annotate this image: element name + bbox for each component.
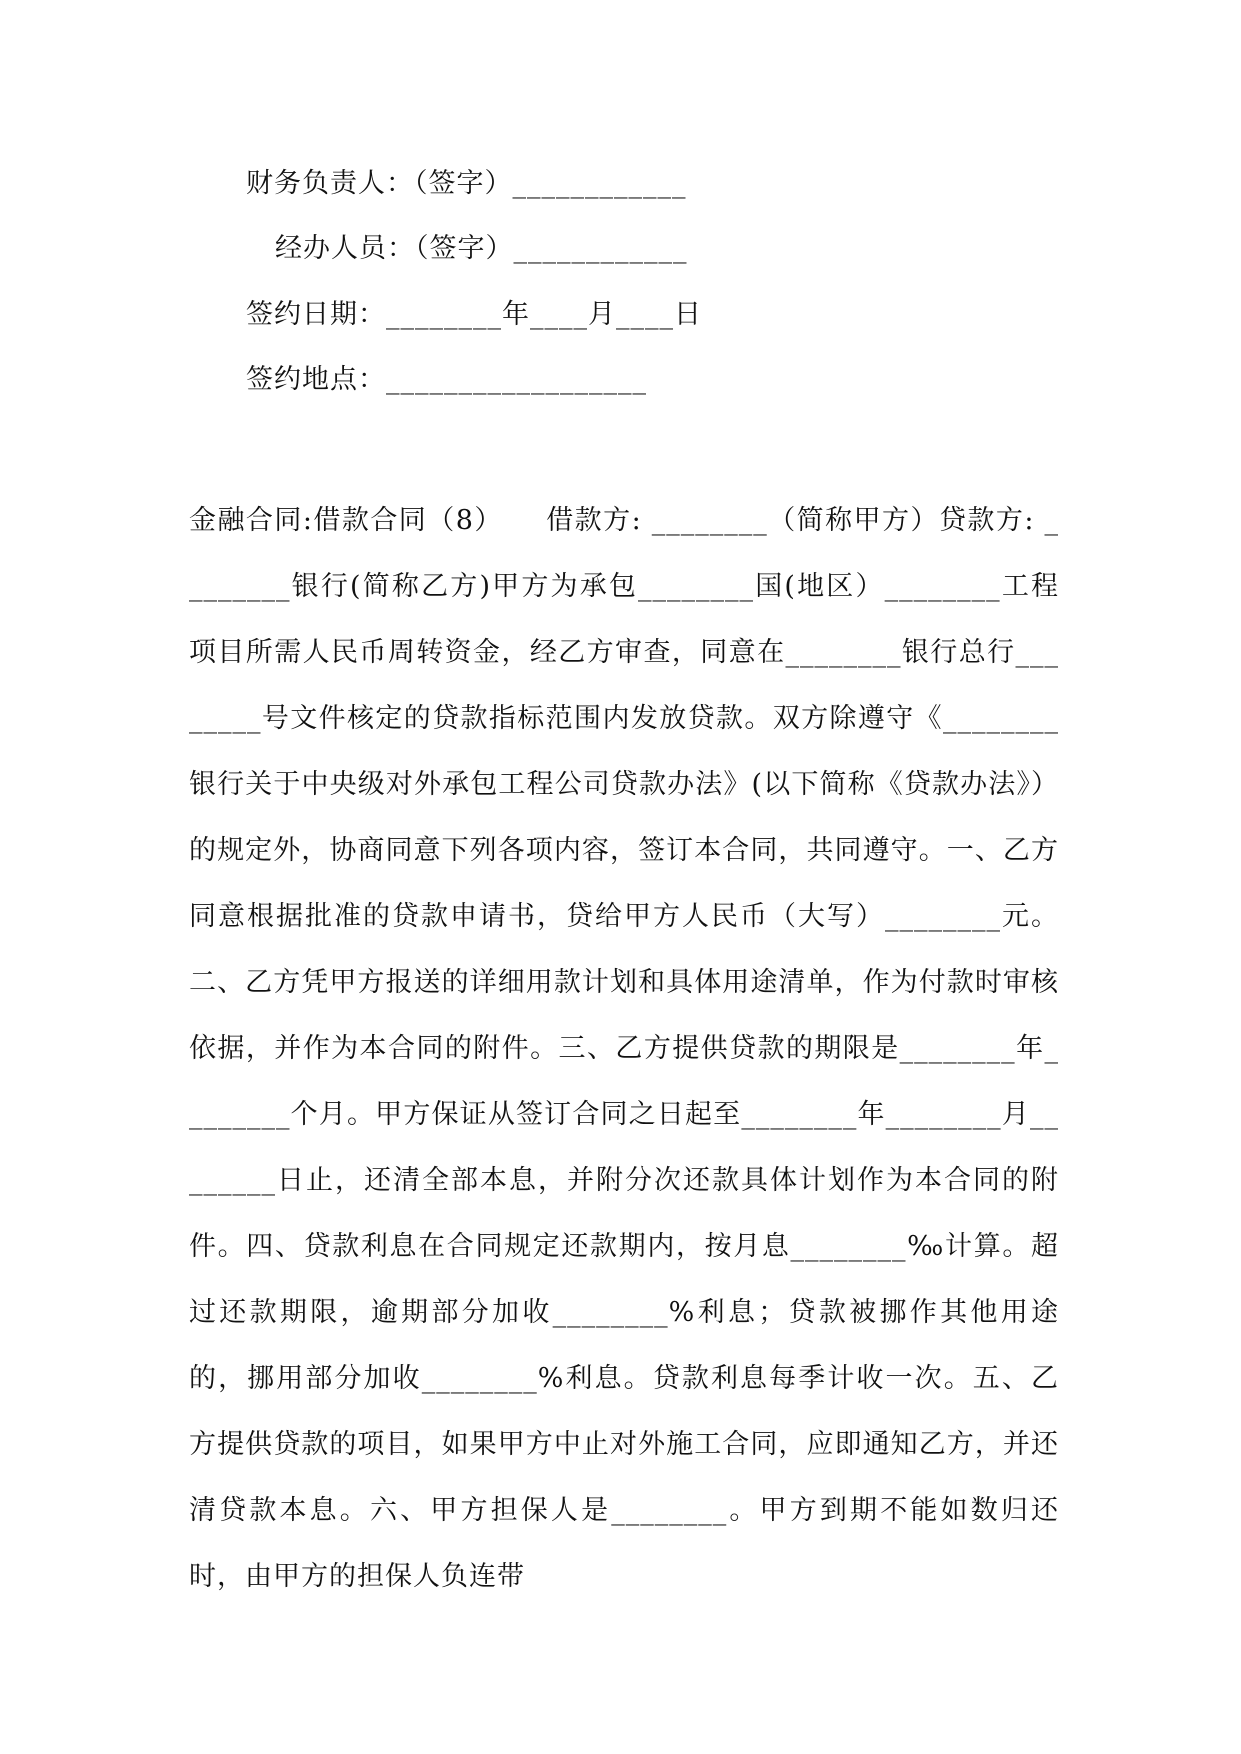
handler-signature-line: 经办人员：（签字）____________ — [275, 233, 688, 264]
finance-head-signature-line: 财务负责人：（签字）____________ — [246, 168, 687, 199]
sign-place-line: 签约地点：__________________ — [246, 364, 647, 395]
sign-date-line: 签约日期：________年____月____日 — [246, 299, 702, 330]
contract-body-text: 金融合同:借款合同（8） 借款方: ________（简称甲方）贷款方: ________银行(简称乙方)甲方为承包________国(地区）________工程项目所需人民币周转资金，经乙方审查，同意在________银行总行________号文件核定的贷款指标范围内发放贷款。双方除遵守《________银行关于中央级对外承包工程公司贷款办法》(以下简称《贷款办法》）的规定外，协商同意下列各项内容，签订本合同，共同遵守。一、乙方同意根据批准的贷款申请书，贷给甲方人民币（大写）________元。二、乙方凭甲方报送的详细用款计划和具体用途清单，作为付款时审核依据，并作为本合同的附件。三、乙方提供贷款的期限是________年________个月。甲方保证从签订合同之日起至________年________月________日止，还清全部本息，并附分次还款具体计划作为本合同的附件。四、贷款利息在合同规定还款期内，按月息________‰计算。超过还款期限，逾期部分加收________%利息；贷款被挪作其他用途的，挪用部分加收________%利息。贷款利息每季计收一次。五、乙方提供贷款的项目，如果甲方中止对外施工合同，应即通知乙方，并还清贷款本息。六、甲方担保人是________。甲方到期不能如数归还时，由甲方的担保人负连带 — [189, 505, 1059, 1592]
